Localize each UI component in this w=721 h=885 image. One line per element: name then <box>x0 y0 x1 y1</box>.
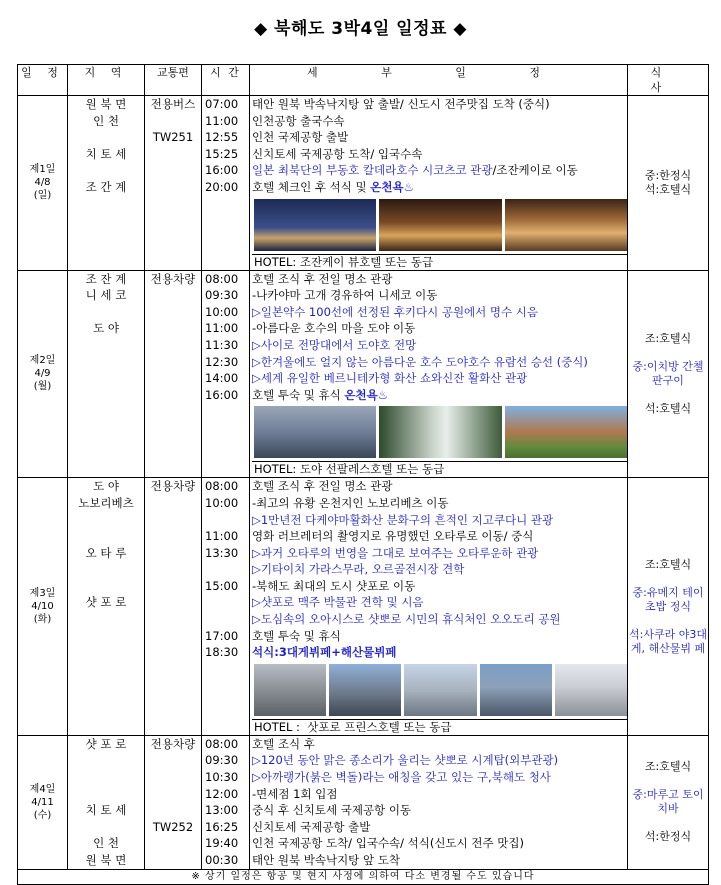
photo-restaurant <box>505 199 627 251</box>
region-text: 도 야 <box>93 321 119 336</box>
region-cell <box>68 735 145 869</box>
day-date: 4/9 <box>34 368 51 380</box>
time-cell <box>202 96 250 271</box>
time-text: 17:00 <box>205 628 239 643</box>
transport-cell <box>145 735 202 869</box>
meal-text: 조:호텔식 <box>644 760 692 774</box>
detail-line: ▷아까랭가(붉은 벽돌)라는 애칭을 갖고 있는 구,북해도 청사 <box>252 770 551 785</box>
detail-line: ▷일본약수 100선에 선정된 후키다시 공원에서 명수 시음 <box>252 304 539 319</box>
transport-text: TW252 <box>152 819 194 834</box>
detail-line: ▷기타이치 가라스무라, 오르골전시장 견학 <box>252 562 465 577</box>
day-cell <box>18 478 68 736</box>
footer-note: ※ 상기 일정은 항공 및 현지 사정에 의하여 다소 변경될 수도 있습니다 <box>18 869 709 884</box>
day-cell <box>18 270 68 478</box>
transport-text: 전용버스 <box>150 97 196 111</box>
meal-text: 중:이치방 간첼판구이 <box>632 359 704 387</box>
time-cell <box>202 735 250 869</box>
spacer <box>68 752 144 802</box>
photo-night-canal <box>254 199 376 251</box>
meal-text: 석:호텔식 <box>644 401 692 415</box>
time-text: 12:00 <box>205 786 239 801</box>
detail-line: ▷샷포로 맥주 박물관 견학 및 시음 <box>252 595 424 610</box>
time-text: 11:30 <box>205 337 239 352</box>
day-number: 제2일 <box>29 355 56 367</box>
day-weekday: (일) <box>33 190 52 202</box>
region-text: 조 간 계 <box>85 179 127 194</box>
hot-spring-label: 온천욕♨ <box>370 179 414 194</box>
day-weekday: (월) <box>33 381 52 393</box>
table-row <box>18 735 709 869</box>
detail-line: 태안 원북 박속낙지탕 앞 도착 <box>252 853 400 867</box>
detail-line: 인천 국제공항 도착/ 입국수속/ 석식(신도시 전주 맛집) <box>252 836 524 851</box>
header-details: 세 부 일 정 <box>250 65 628 96</box>
transport-text: 전용차량 <box>150 736 196 751</box>
detail-line: ▷1만년전 다케야마활화산 분화구의 흔적인 지고쿠다니 관광 <box>252 512 554 527</box>
time-text: 16:00 <box>205 163 239 178</box>
itinerary-table <box>17 64 709 885</box>
region-text: 노보리베츠 <box>78 495 134 510</box>
region-text: 오 타 루 <box>85 545 127 560</box>
transport-text: TW251 <box>152 130 194 145</box>
meal-text: 석:호텔식 <box>644 182 692 196</box>
day-number: 제1일 <box>29 164 56 176</box>
detail-line: 신치토세 국제공항 도착/ 입국수속 <box>252 146 423 161</box>
photo-lake <box>254 406 376 458</box>
details-cell <box>250 96 628 271</box>
time-text: 12:30 <box>205 354 239 369</box>
day-weekday: (화) <box>33 614 52 626</box>
detail-line: ▷세계 유일한 베르니테카형 화산 쇼와신잔 활화산 관광 <box>252 371 528 386</box>
day-date: 4/8 <box>34 177 51 189</box>
time-text: 11:00 <box>205 529 239 544</box>
day-weekday: (수) <box>33 809 52 821</box>
table-row <box>18 96 709 271</box>
meal-text: 중:마루고 토이치바 <box>632 788 704 816</box>
detail-line: -최고의 유황 온천지인 노보리베츠 이동 <box>252 495 449 510</box>
region-text: 치 토 세 <box>85 803 127 818</box>
detail-highlight: 일본 최북단의 부동호 칼데라호수 시코츠코 관광 <box>252 163 493 178</box>
details-cell <box>250 270 628 478</box>
meal-text: 조:호텔식 <box>644 331 692 345</box>
detail-line: ▷과거 오타루의 번영을 그대로 보여주는 오타루운하 관광 <box>252 545 539 560</box>
time-text: 08:00 <box>205 271 239 286</box>
spacer <box>68 512 144 545</box>
time-text: 16:25 <box>205 819 239 834</box>
spacer <box>68 561 144 594</box>
time-cell <box>202 270 250 478</box>
time-cell <box>202 478 250 736</box>
photo-strip <box>254 406 627 458</box>
time-text: 20:00 <box>205 179 239 194</box>
photo-strip <box>254 664 627 716</box>
photo-waterfall <box>379 406 501 458</box>
hotel-line: HOTEL: 도야 선팔레스호텔 또는 동급 <box>252 461 627 477</box>
detail-text: /조잔케이로 이동 <box>492 163 578 178</box>
meal-text: 조:호텔식 <box>644 557 692 571</box>
detail-line: ▷120년 동안 맑은 종소리가 울리는 샷뽀로 시계탑(외부관광) <box>252 753 559 768</box>
meals-cell <box>628 735 709 869</box>
spacer <box>145 752 201 818</box>
spacer <box>205 561 249 578</box>
footer-row <box>18 869 709 884</box>
hotel-line: HOTEL: 조잔케이 뷰호텔 또는 동급 <box>252 254 627 270</box>
time-text: 09:30 <box>205 288 239 303</box>
table-header-row <box>18 65 709 96</box>
time-text: 16:00 <box>205 387 239 402</box>
meal-text: 석:사쿠라 야3대게, 해산물뷔 페 <box>629 627 707 655</box>
hotel-line: HOTEL : 삿포로 프린스호텔 또는 동급 <box>252 719 627 735</box>
detail-line <box>252 179 627 196</box>
spacer <box>205 594 249 627</box>
table-row <box>18 270 709 478</box>
transport-cell <box>145 478 202 736</box>
photo-street <box>480 664 552 716</box>
region-text: 조 잔 계 <box>85 271 127 286</box>
time-text: 19:40 <box>205 836 239 851</box>
meal-text: 석:한정식 <box>644 830 692 844</box>
time-text: 11:00 <box>205 321 239 336</box>
region-text: 도 야 <box>93 479 119 494</box>
detail-line: 호텔 조식 후 전일 명소 관광 <box>252 479 393 494</box>
detail-line: -면세점 1회 입점 <box>252 786 338 801</box>
detail-line: 호텔 조식 후 <box>252 736 315 751</box>
day-date: 4/10 <box>31 601 54 613</box>
region-text: 인 천 <box>93 836 119 851</box>
detail-line: 영화 러브레터의 촬영지로 유명했던 오타루로 이동/ 중식 <box>252 529 534 544</box>
time-text: 18:30 <box>205 645 239 660</box>
meals-cell <box>628 96 709 271</box>
detail-line: 인천공항 출국수속 <box>252 113 345 128</box>
detail-line: -북해도 최대의 도시 샷포로 이동 <box>252 578 416 593</box>
day-cell <box>18 735 68 869</box>
region-text: 니 세 코 <box>85 288 127 303</box>
meals-cell <box>628 270 709 478</box>
detail-line: 인천 국제공항 출발 <box>252 130 349 145</box>
header-meals: 식 사 <box>628 65 709 96</box>
region-cell <box>68 96 145 271</box>
spacer <box>68 819 144 836</box>
meals-cell <box>628 478 709 736</box>
region-text <box>68 162 144 179</box>
detail-line: 석식:3대게뷔페+해산물뷔페 <box>252 645 397 660</box>
photo-tv-tower <box>404 664 476 716</box>
detail-line: -아름다운 호수의 마을 도야 이동 <box>252 321 416 336</box>
spacer <box>68 304 144 321</box>
time-text: 10:00 <box>205 304 239 319</box>
time-text: 08:00 <box>205 736 239 751</box>
detail-line: 중식 후 신치토세 국제공항 이동 <box>252 803 412 818</box>
detail-line: 태안 원북 박속낙지탕 앞 출발/ 신도시 전주맛집 도착 (중식) <box>252 97 550 111</box>
time-text: 10:30 <box>205 770 239 785</box>
region-text <box>68 129 144 146</box>
table-row <box>18 478 709 736</box>
meal-text: 중:한정식 <box>644 168 692 182</box>
detail-text: 호텔 투숙 및 휴식 <box>252 387 345 402</box>
header-region: 지 역 <box>68 65 145 96</box>
header-time: 시 간 <box>202 65 250 96</box>
time-text: 15:25 <box>205 146 239 161</box>
hot-spring-label: 온천욕♨ <box>344 387 389 402</box>
region-text: 원 북 면 <box>85 853 127 868</box>
detail-line: 호텔 조식 후 전일 명소 관광 <box>252 271 393 286</box>
transport-text: 전용차량 <box>150 271 196 286</box>
spacer <box>205 512 249 529</box>
region-text: 원 북 면 <box>85 97 127 111</box>
region-text: 치 토 세 <box>85 146 127 161</box>
transport-text <box>145 113 201 130</box>
meal-text: 중:유메지 테이초밥 정식 <box>632 585 704 613</box>
details-cell <box>250 735 628 869</box>
day-number: 제4일 <box>29 783 56 795</box>
photo-strip <box>254 199 627 251</box>
time-text: 14:00 <box>205 371 239 386</box>
region-text: 인 천 <box>93 113 119 128</box>
header-day: 일 정 <box>18 65 68 96</box>
detail-line <box>252 387 627 404</box>
photo-city <box>329 664 401 716</box>
time-text: 00:30 <box>205 853 239 867</box>
time-text: 10:00 <box>205 495 239 510</box>
day-cell <box>18 96 68 271</box>
region-text: 샷 포 로 <box>85 736 127 751</box>
region-cell <box>68 270 145 478</box>
region-text: 샷 포 로 <box>85 595 127 610</box>
region-cell <box>68 478 145 736</box>
detail-line: ▷사이로 전망대에서 도야호 전망 <box>252 337 417 352</box>
transport-cell <box>145 96 202 271</box>
photo-volcano <box>505 406 627 458</box>
transport-cell <box>145 270 202 478</box>
header-transport: 교통편 <box>145 65 202 96</box>
day-number: 제3일 <box>29 588 56 600</box>
time-text: 13:30 <box>205 545 239 560</box>
time-text: 11:00 <box>205 113 239 128</box>
detail-text: 호텔 체크인 후 석식 및 <box>252 179 371 194</box>
details-cell <box>250 478 628 736</box>
photo-interior <box>379 199 501 251</box>
time-text: 13:00 <box>205 803 239 818</box>
photo-snow-building <box>555 664 627 716</box>
time-text: 15:00 <box>205 578 239 593</box>
day-date: 4/11 <box>31 796 54 808</box>
time-text: 07:00 <box>205 97 239 111</box>
time-text: 08:00 <box>205 479 239 494</box>
detail-line <box>252 162 627 179</box>
photo-hell-valley <box>254 664 326 716</box>
detail-line: ▷한겨울에도 얼지 않는 아름다운 호수 도야호수 유람선 승선 (중식) <box>252 354 588 369</box>
detail-line: 호텔 투숙 및 휴식 <box>252 628 341 643</box>
detail-line: ▷도심속의 오아시스로 샷뽀로 시민의 휴식처인 오오도리 공원 <box>252 612 561 627</box>
detail-line: 신치토세 국제공항 출발 <box>252 819 371 834</box>
transport-text: 전용차량 <box>150 479 196 494</box>
time-text: 12:55 <box>205 130 239 145</box>
page-title: ◆ 북해도 3박4일 일정표 ◆ <box>254 19 467 39</box>
detail-line: -나카야마 고개 경유하여 니세코 이동 <box>252 288 438 303</box>
time-text: 09:30 <box>205 753 239 768</box>
